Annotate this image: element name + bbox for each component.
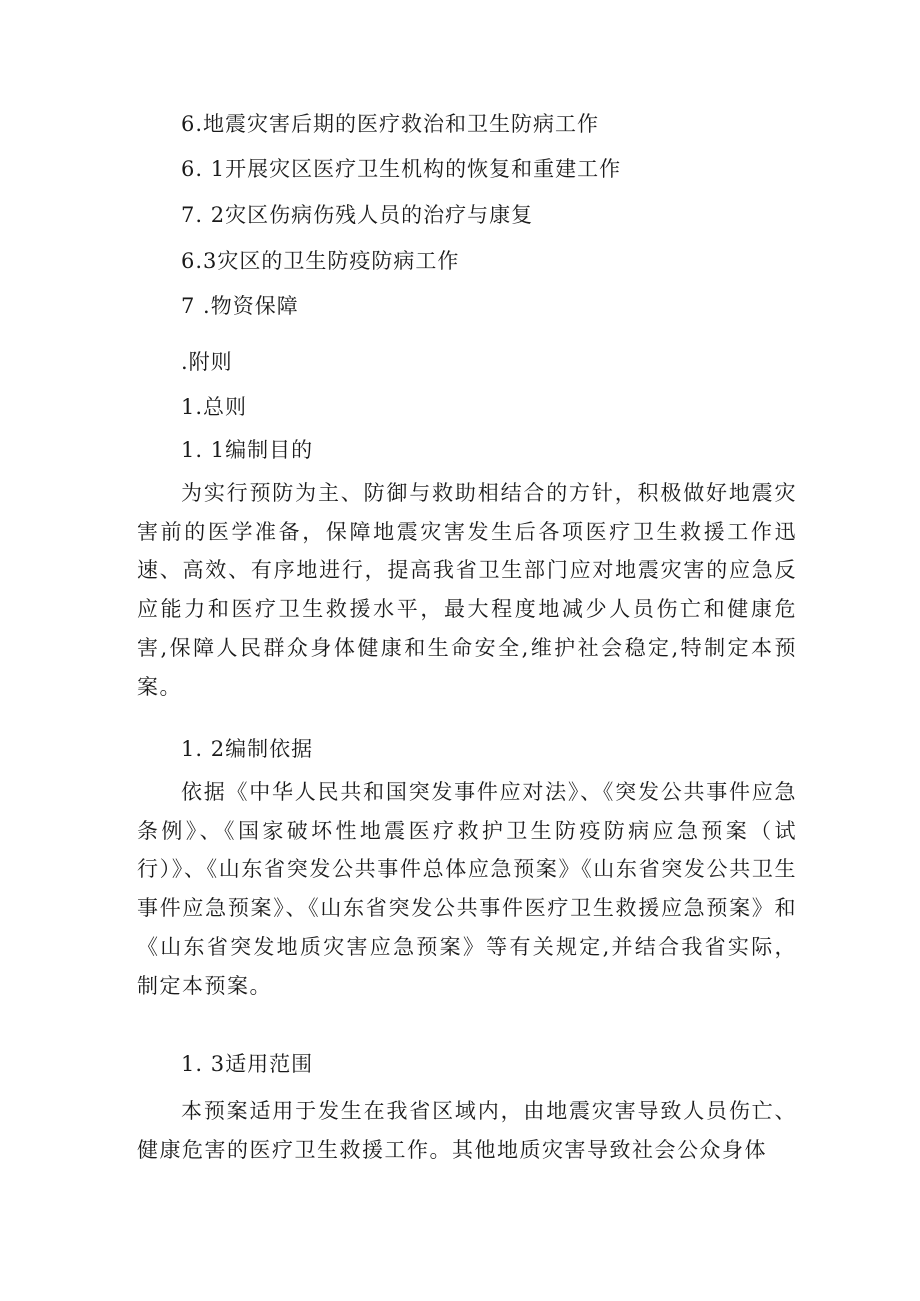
section-heading-scope: 1. 3适用范围 — [181, 1052, 314, 1076]
paragraph-basis: 依据《中华人民共和国突发事件应对法》、《突发公共事件应急条例》、《国家破坏性地震医疗救护卫生防疫防病应急预案（试行）》、《山东省突发公共事件总体应急预案》《山东省突发公共卫生事件应急预案》、《山东省突发公共事件医疗卫生救援应急预案》和《山东省突发地质灾害应急预案》等有关规定,并结合我省实际，制定本预案。 — [137, 780, 797, 998]
toc-item: 6. 1开展灾区医疗卫生机构的恢复和重建工作 — [181, 157, 622, 181]
paragraph-scope: 本预案适用于发生在我省区域内，由地震灾害导致人员伤亡、健康危害的医疗卫生救援工作。其他地质灾害导致社会公众身体 — [137, 1099, 797, 1162]
toc-item: 7. 2灾区伤病伤残人员的治疗与康复 — [181, 203, 534, 227]
section-heading-basis: 1. 2编制依据 — [181, 737, 314, 761]
toc-item: .附则 — [181, 350, 233, 374]
paragraph-purpose: 为实行预防为主、防御与救助相结合的方针，积极做好地震灾害前的医学准备，保障地震灾害发生后各项医疗卫生救援工作迅速、高效、有序地进行，提高我省卫生部门应对地震灾害的应急反应能力和医疗卫生救援水平，最大程度地减少人员伤亡和健康危害,保障人民群众身体健康和生命安全,维护社会稳定,特制定本预案。 — [137, 481, 797, 699]
toc-item: 7 .物资保障 — [181, 294, 299, 318]
section-heading-general: 1.总则 — [181, 395, 248, 419]
section-heading-purpose: 1. 1编制目的 — [181, 438, 314, 462]
toc-item: 6.地震灾害后期的医疗救治和卫生防病工作 — [181, 112, 600, 136]
toc-item: 6.3灾区的卫生防疫防病工作 — [181, 249, 460, 273]
